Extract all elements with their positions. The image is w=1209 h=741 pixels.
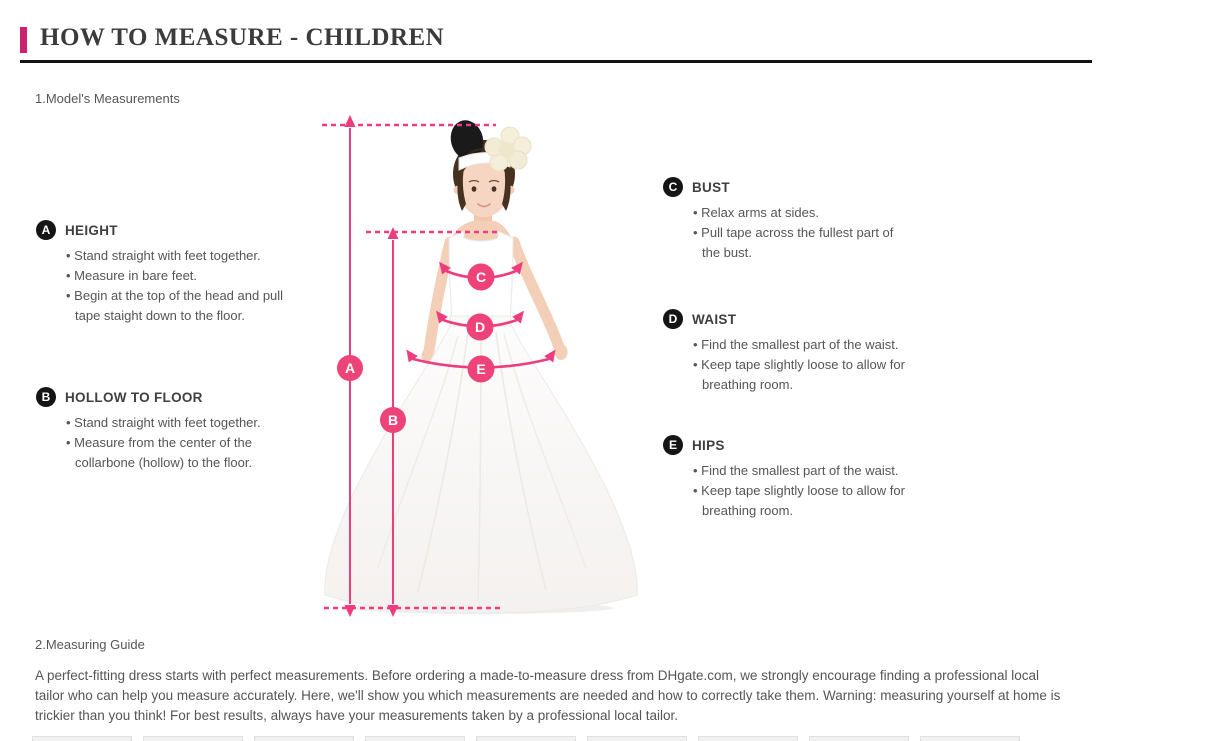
bullet: • Stand straight with feet together.: [66, 246, 284, 266]
svg-text:A: A: [344, 360, 356, 376]
table-cell: [365, 736, 465, 741]
measurement-bullets-waist: [663, 335, 907, 395]
table-cell: [698, 736, 798, 741]
bullet: • Stand straight with feet together.: [66, 413, 284, 433]
badge-a: A: [36, 220, 56, 240]
measurement-block-hips: [663, 435, 907, 521]
bullet: • Measure in bare feet.: [66, 266, 284, 286]
measurement-block-bust: [663, 177, 895, 263]
measurement-bullets-height: [36, 246, 284, 326]
table-cell: [143, 736, 243, 741]
title-accent-bar: [20, 27, 27, 53]
table-cell: [587, 736, 687, 741]
bullet: • Find the smallest part of the waist.: [693, 461, 907, 481]
table-cell: [32, 736, 132, 741]
table-cell: [476, 736, 576, 741]
measurement-bullets-bust: [663, 203, 895, 263]
title-underline-rule: [20, 60, 1092, 63]
measurement-diagram-image: [300, 110, 660, 625]
table-cell: [254, 736, 354, 741]
measurement-label-bust: BUST: [692, 179, 730, 195]
measurement-label-hips: HIPS: [692, 437, 725, 453]
table-cell: [920, 736, 1020, 741]
measurement-block-waist: [663, 309, 907, 395]
page-title: HOW TO MEASURE - CHILDREN: [40, 24, 445, 51]
measurement-label-height: HEIGHT: [65, 222, 118, 238]
bullet: • Keep tape slightly loose to allow for breathing room.: [693, 355, 907, 395]
section-label-measuring-guide: 2.Measuring Guide: [35, 637, 145, 652]
badge-d: D: [663, 309, 683, 329]
measurement-label-hollow-to-floor: HOLLOW TO FLOOR: [65, 389, 203, 405]
svg-text:D: D: [474, 319, 486, 335]
section-label-model-measurements: 1.Model's Measurements: [35, 91, 180, 106]
badge-e: E: [663, 435, 683, 455]
bullet: • Pull tape across the fullest part of the bust.: [693, 223, 895, 263]
measurement-bullets-hollow-to-floor: [36, 413, 284, 473]
measurement-block-hollow-to-floor: [36, 387, 284, 473]
badge-c: C: [663, 177, 683, 197]
size-table-preview-row: [32, 736, 1020, 741]
measurement-label-waist: WAIST: [692, 311, 737, 327]
bullet: • Begin at the top of the head and pull tape staight down to the floor.: [66, 286, 284, 326]
measurement-bullets-hips: [663, 461, 907, 521]
bullet: • Find the smallest part of the waist.: [693, 335, 907, 355]
svg-text:C: C: [475, 269, 487, 285]
svg-text:E: E: [476, 361, 486, 377]
table-cell: [809, 736, 909, 741]
badge-b: B: [36, 387, 56, 407]
hair-flower: [485, 127, 531, 171]
svg-text:B: B: [387, 412, 399, 428]
bullet: • Keep tape slightly loose to allow for breathing room.: [693, 481, 907, 521]
measuring-guide-paragraph: A perfect-fitting dress starts with perfect measurements. Before ordering a made-to-measure dress from DHgate.com, we strongly encourage finding a professional local tailor who can help you measure accurately. Here, we'll show you which measurements are needed and how to correctly take them. Warning: measuring yourself at home is trickier than you think! For best results, always have your measurements taken by a professional local tailor.: [35, 668, 1061, 723]
bullet: • Relax arms at sides.: [693, 203, 895, 223]
measurement-block-height: [36, 220, 284, 326]
bullet: • Measure from the center of the collarbone (hollow) to the floor.: [66, 433, 284, 473]
